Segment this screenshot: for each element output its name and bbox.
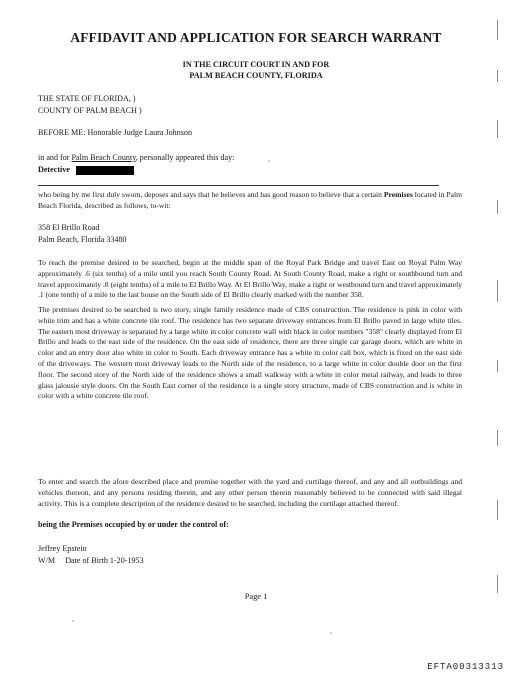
sworn-paragraph — [38, 190, 462, 212]
court-line-1: IN THE CIRCUIT COURT IN AND FOR — [182, 60, 330, 69]
bates-number: EFTA00313313 — [427, 662, 504, 672]
court-heading — [0, 59, 512, 81]
document-title: AFFIDAVIT AND APPLICATION FOR SEARCH WARRANT — [70, 30, 442, 45]
description-paragraph: The premises desired to be searched is two story, single family residence made of CBS construction. The residence is pink in color with white trim and has a white concrete tile roof. The residence has two separate driveway entrances from El Brillo paved in large white tiles. The eastern most driveway is separated by a large white in color concrete wall with black in color numbers "358" clearly displayed from El Brillo and leads to the east side of the residence. On the east side of residence, there are three single car garage doors, which are white in color and an entry door also white in color to South. Each driveway entrance has a white in color call box, which is fixed on the east side of the driveways. The western most driveway leads to the North side of the residence, to a large white in color double door on the first floor. The second story of the North side of the residence shows a small walkway with a white in color metal railway, and leads to three glass jalousie style doors. On the South East corner of the residence is a single story structure, made of CBS construction and is white in color with a white concrete tile roof. — [38, 305, 462, 401]
scan-speck — [268, 160, 270, 162]
signature-rule — [38, 185, 439, 186]
scan-edge-mark — [497, 70, 498, 82]
scan-edge-mark — [497, 360, 498, 372]
detective-label: Detective — [38, 165, 70, 174]
scan-edge-mark — [497, 500, 498, 520]
occupant-details: W/M Date of Birth 1-20-1953 — [38, 556, 144, 565]
scan-edge-mark — [497, 430, 498, 446]
appeared-suffix: , personally appeared this day: — [135, 153, 235, 162]
scan-edge-mark — [497, 575, 498, 593]
county-line: COUNTY OF PALM BEACH ) — [38, 106, 142, 115]
appeared-county: Palm Beach County — [71, 153, 136, 162]
premises-label: Premises — [383, 190, 413, 199]
scan-edge-mark — [497, 120, 498, 138]
scan-speck — [330, 632, 332, 634]
occupant-name: Jeffrey Epstein — [38, 544, 87, 553]
scan-edge-mark — [497, 20, 498, 40]
page-number: Page 1 — [244, 592, 268, 601]
scan-speck — [72, 620, 74, 622]
search-paragraph: To enter and search the afore described place and premise together with the yard and curtilage thereof, and any and all outbuildings and vehicles thereon, and any persons residing therein, and any other person therein reasonably believed to be connected with said illegal activity. This is a complete description of the residence desired to be searched, including the curtilage attached thereof. — [38, 477, 462, 508]
scan-edge-mark — [497, 280, 498, 302]
occupied-line: being the Premises occupied by or under the control of: — [38, 520, 229, 529]
appeared-line — [38, 153, 234, 164]
appeared-prefix: in and for — [38, 153, 72, 162]
address-line-1: 358 El Brillo Road — [38, 223, 100, 232]
before-me-line: BEFORE ME: Honorable Judge Laura Johnson — [38, 128, 192, 137]
address-line-2: Palm Beach, Florida 33480 — [38, 235, 127, 244]
state-line: THE STATE OF FLORIDA, ) — [38, 94, 136, 103]
court-line-2: PALM BEACH COUNTY, FLORIDA — [189, 71, 323, 80]
scan-edge-mark — [497, 200, 498, 214]
redaction-bar — [76, 166, 134, 175]
sworn-text-end: located in Palm Beach Florida, described as follows, to-wit: — [38, 190, 462, 210]
sworn-text: who being by me first duly sworn, deposes and says that he believes and has good reason to believe that a certain — [38, 190, 382, 199]
directions-paragraph: To reach the premise desired to be searched, begin at the middle span of the Royal Park Bridge and travel East on Royal Palm Way approximately .6 (six tenths) of a mile until you reach South County Road. At South County Road, make a right or southbound turn and travel approximately .8 (eight tenths) of a mile to El Brillo Way. At El Brillo Way, make a right or westbound turn and travel approximately .1 (one tenth) of a mile to the last house on the South side of El Brillo clearly marked with the number 358. — [38, 258, 462, 300]
